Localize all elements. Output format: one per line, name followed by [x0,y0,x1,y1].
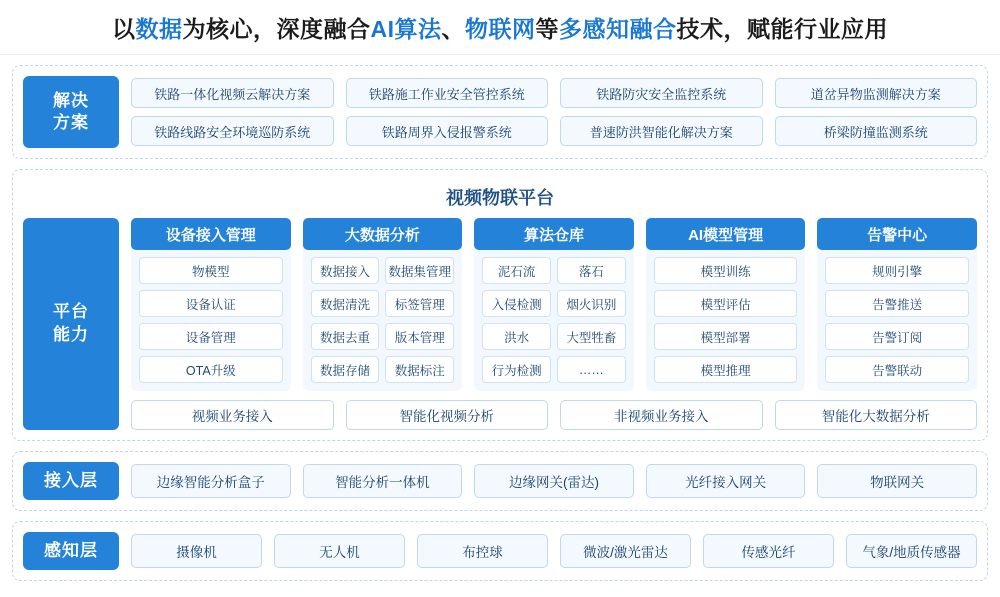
title-segment-0: 以 [112,15,136,42]
capability-item[interactable]: 行为检测 [482,356,551,383]
title-segment-3: AI算法 [370,15,442,42]
solutions-label-line2: 方案 [53,113,89,132]
capability-item[interactable]: 泥石流 [482,257,551,284]
capability-item[interactable]: 版本管理 [385,323,454,350]
capability-item[interactable]: 标签管理 [385,290,454,317]
solution-chip[interactable]: 铁路防灾安全监控系统 [560,78,763,108]
solutions-band [12,65,988,159]
platform-main [23,218,977,430]
title-segment-4: 、 [441,15,465,42]
capability-item[interactable]: OTA升级 [139,356,283,383]
column-header: 大数据分析 [303,218,463,250]
capability-item[interactable]: 数据集管理 [385,257,454,284]
access-chip[interactable]: 物联网关 [817,464,977,498]
title-segment-5: 物联网 [465,15,536,42]
capability-item[interactable]: …… [557,356,626,383]
column-header: AI模型管理 [646,218,806,250]
column-items [303,257,463,383]
solution-chip[interactable]: 铁路施工作业安全管控系统 [346,78,549,108]
solution-chip[interactable]: 桥梁防撞监测系统 [775,116,978,146]
capability-item[interactable]: 告警推送 [825,290,969,317]
capability-item[interactable]: 数据去重 [311,323,380,350]
platform-column-algorithm-repo [474,218,634,391]
access-layer-band [12,451,988,511]
capability-item[interactable]: 数据存储 [311,356,380,383]
capability-item[interactable]: 数据接入 [311,257,380,284]
solution-chip[interactable]: 道岔异物监测解决方案 [775,78,978,108]
platform-label [23,218,119,430]
sensing-layer-label: 感知层 [23,532,119,570]
platform-column-alarm-center [817,218,977,391]
capability-item[interactable]: 物模型 [139,257,283,284]
platform-service-chip[interactable]: 智能化视频分析 [346,400,549,430]
platform-columns [131,218,977,391]
platform-services-row [131,400,977,430]
solutions-body [119,76,977,148]
capability-item[interactable]: 烟火识别 [557,290,626,317]
solution-chip[interactable]: 普速防洪智能化解决方案 [560,116,763,146]
capability-item[interactable]: 入侵检测 [482,290,551,317]
solutions-label [23,76,119,148]
capability-item[interactable]: 大型牲畜 [557,323,626,350]
solutions-row-1 [131,78,977,108]
platform-service-chip[interactable]: 智能化大数据分析 [775,400,978,430]
platform-service-chip[interactable]: 非视频业务接入 [560,400,763,430]
capability-item[interactable]: 规则引擎 [825,257,969,284]
sensor-chip[interactable]: 传感光纤 [703,534,834,568]
access-layer-label: 接入层 [23,462,119,500]
capability-item[interactable]: 数据清洗 [311,290,380,317]
platform-column-device-access [131,218,291,391]
column-header: 告警中心 [817,218,977,250]
capability-item[interactable]: 设备管理 [139,323,283,350]
access-chip[interactable]: 边缘智能分析盒子 [131,464,291,498]
title-segment-2: 为核心，深度融合 [182,15,371,42]
platform-title: 视频物联平台 [446,188,554,208]
platform-band [12,169,988,441]
platform-label-line2: 能力 [53,325,89,344]
access-chip[interactable]: 光纤接入网关 [646,464,806,498]
sensor-chip[interactable]: 气象/地质传感器 [846,534,977,568]
title-segment-6: 等 [535,15,559,42]
capability-item[interactable]: 模型评估 [654,290,798,317]
page-title [112,11,888,44]
capability-item[interactable]: 模型推理 [654,356,798,383]
column-items [474,257,634,383]
column-header: 算法仓库 [474,218,634,250]
sensor-chip[interactable]: 摄像机 [131,534,262,568]
access-layer-body [119,462,977,500]
platform-column-ai-model [646,218,806,391]
capability-item[interactable]: 落石 [557,257,626,284]
access-layer-row [131,464,977,498]
column-items [646,257,806,383]
capability-item[interactable]: 告警订阅 [825,323,969,350]
solution-chip[interactable]: 铁路线路安全环境巡防系统 [131,116,334,146]
access-chip[interactable]: 边缘网关(雷达) [474,464,634,498]
platform-label-line1: 平台 [53,302,89,322]
capability-item[interactable]: 告警联动 [825,356,969,383]
column-items [131,257,291,383]
sensor-chip[interactable]: 无人机 [274,534,405,568]
solutions-row-2 [131,116,977,146]
column-items [817,257,977,383]
solution-chip[interactable]: 铁路周界入侵报警系统 [346,116,549,146]
solution-chip[interactable]: 铁路一体化视频云解决方案 [131,78,334,108]
capability-item[interactable]: 数据标注 [385,356,454,383]
platform-right [119,218,977,430]
sensor-chip[interactable]: 微波/激光雷达 [560,534,691,568]
page-title-bar [0,0,1000,55]
capability-item[interactable]: 模型训练 [654,257,798,284]
sensing-layer-band [12,521,988,581]
sensing-layer-body [119,532,977,570]
capability-item[interactable]: 设备认证 [139,290,283,317]
capability-item[interactable]: 洪水 [482,323,551,350]
capability-item[interactable]: 模型部署 [654,323,798,350]
platform-service-chip[interactable]: 视频业务接入 [131,400,334,430]
solutions-label-line1: 解决 [53,90,89,110]
title-segment-1: 数据 [135,15,183,42]
access-chip[interactable]: 智能分析一体机 [303,464,463,498]
sensor-chip[interactable]: 布控球 [417,534,548,568]
platform-column-big-data [303,218,463,391]
title-segment-8: 技术，赋能行业应用 [676,15,888,42]
column-header: 设备接入管理 [131,218,291,250]
sensing-layer-row [131,534,977,568]
title-segment-7: 多感知融合 [559,15,677,42]
